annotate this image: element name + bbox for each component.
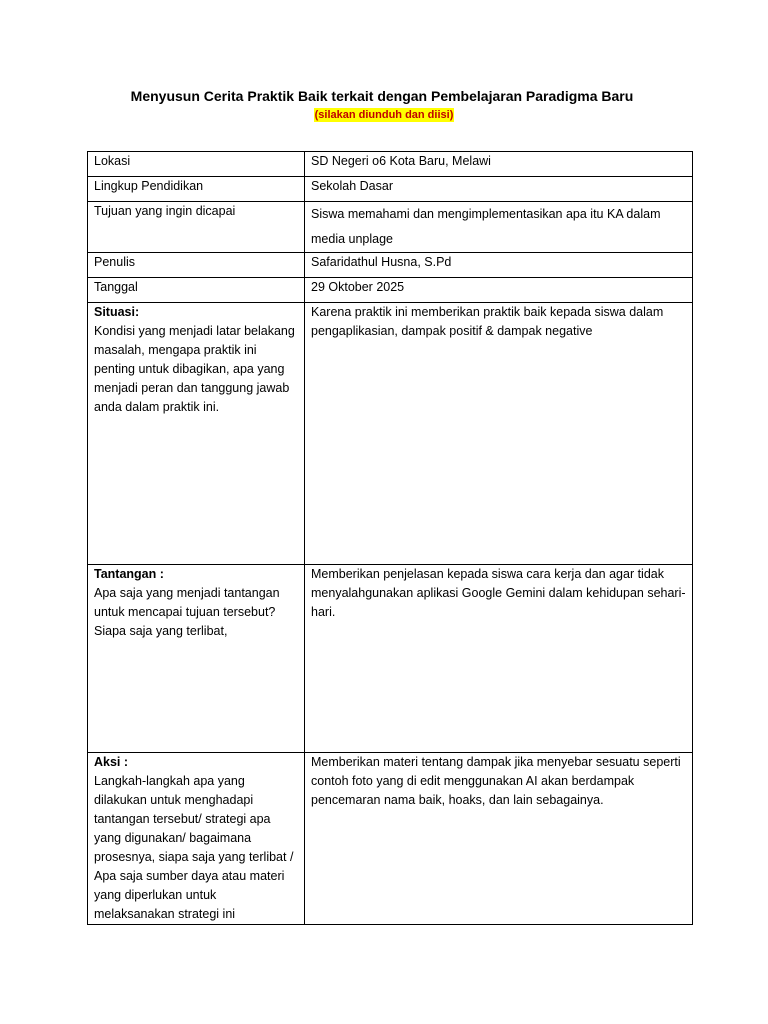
page-subtitle: (silakan diunduh dan diisi) [314, 109, 454, 121]
label-penulis: Penulis [88, 253, 305, 278]
value-tanggal: 29 Oktober 2025 [305, 278, 693, 303]
row-tanggal [88, 278, 693, 303]
value-aksi: Memberikan materi tentang dampak jika menyebar sesuatu seperti contoh foto yang di edit menggunakan AI akan berdampak pencemaran nama baik, hoaks, dan lain sebagainya. [305, 753, 693, 925]
value-tujuan: Siswa memahami dan mengimplementasikan apa itu KA dalam media unplage [305, 202, 693, 253]
row-lingkup [88, 177, 693, 202]
value-lokasi: SD Negeri o6 Kota Baru, Melawi [305, 152, 693, 177]
value-penulis: Safaridathul Husna, S.Pd [305, 253, 693, 278]
row-tujuan [88, 202, 693, 253]
page-subtitle-wrap [0, 107, 768, 122]
value-lingkup: Sekolah Dasar [305, 177, 693, 202]
desc-situasi: Kondisi yang menjadi latar belakang masalah, mengapa praktik ini penting untuk dibagikan, apa yang menjadi peran dan tanggung jawab anda dalam praktik ini. [94, 324, 295, 414]
row-lokasi [88, 152, 693, 177]
practice-form-table [87, 151, 693, 925]
label-tanggal: Tanggal [88, 278, 305, 303]
label-tantangan: Tantangan : [94, 567, 164, 581]
label-situasi: Situasi: [94, 305, 140, 319]
row-tantangan [88, 565, 693, 753]
value-tantangan: Memberikan penjelasan kepada siswa cara kerja dan agar tidak menyalahgunakan aplikasi Google Gemini dalam kehidupan sehari-hari. [305, 565, 693, 753]
row-penulis [88, 253, 693, 278]
label-tujuan: Tujuan yang ingin dicapai [88, 202, 305, 253]
value-situasi: Karena praktik ini memberikan praktik baik kepada siswa dalam pengaplikasian, dampak positif & dampak negative [305, 303, 693, 565]
desc-aksi: Langkah-langkah apa yang dilakukan untuk menghadapi tantangan tersebut/ strategi apa yang digunakan/ bagaimana prosesnya, siapa saja yang terlibat / Apa saja sumber daya atau materi yang diperlukan untuk melaksanakan strategi ini [94, 774, 294, 921]
label-lingkup: Lingkup Pendidikan [88, 177, 305, 202]
page-title: Menyusun Cerita Praktik Baik terkait dengan Pembelajaran Paradigma Baru [130, 88, 634, 104]
cell-tantangan-label [88, 565, 305, 753]
desc-tantangan: Apa saja yang menjadi tantangan untuk mencapai tujuan tersebut? Siapa saja yang terlibat, [94, 586, 280, 638]
row-situasi [88, 303, 693, 565]
row-aksi [88, 753, 693, 925]
label-aksi: Aksi : [94, 755, 129, 769]
cell-situasi-label [88, 303, 305, 565]
cell-aksi-label [88, 753, 305, 925]
label-lokasi: Lokasi [88, 152, 305, 177]
